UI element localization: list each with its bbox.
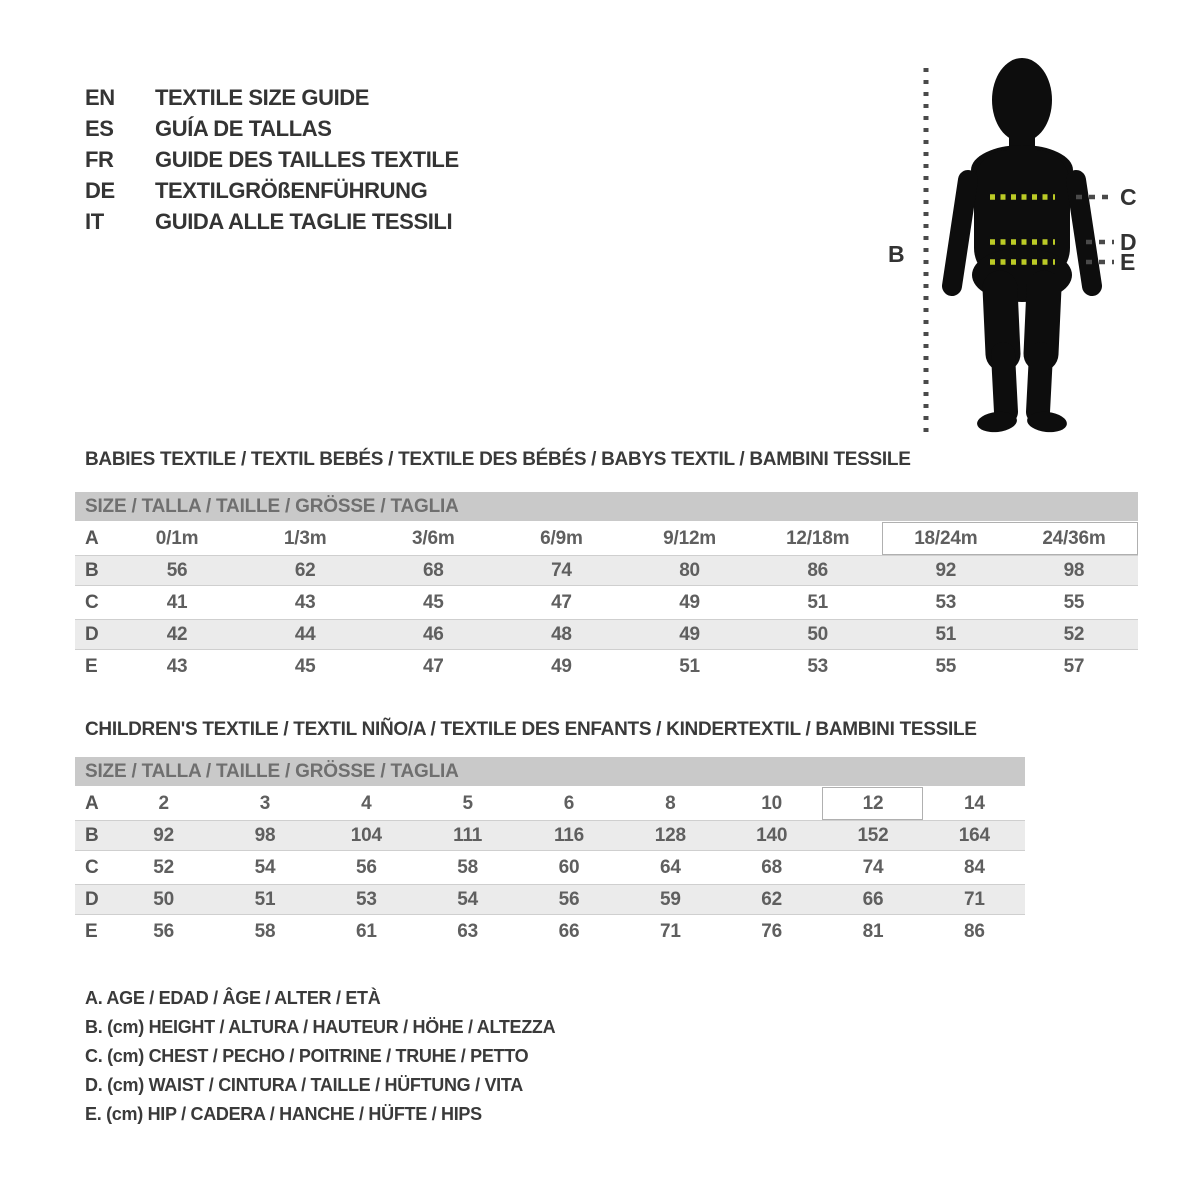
size-cell: 6/9m (540, 527, 583, 549)
table-row (75, 821, 1025, 850)
legend-line: D. (cm) WAIST / CINTURA / TAILLE / HÜFTUNG / VITA (85, 1075, 523, 1095)
legend-line: A. AGE / EDAD / ÂGE / ALTER / ETÀ (85, 988, 381, 1008)
size-cell: 58 (457, 856, 479, 878)
language-title: TEXTILGRÖßENFÜHRUNG (155, 177, 428, 203)
language-title: GUIDE DES TAILLES TEXTILE (155, 146, 459, 172)
language-row (85, 175, 459, 206)
size-cell: 49 (551, 655, 572, 677)
language-row (85, 82, 459, 113)
table-row (75, 789, 1025, 818)
size-cell: 12/18m (786, 527, 850, 549)
row-label: B (85, 559, 99, 581)
size-cell: 54 (254, 856, 276, 878)
size-cell: 74 (551, 559, 572, 581)
size-cell: 24/36m (1042, 527, 1106, 549)
size-cell: 60 (558, 856, 580, 878)
size-cell: 49 (679, 623, 700, 645)
size-cell: 111 (453, 824, 483, 846)
size-cell: 84 (963, 856, 985, 878)
size-cell: 152 (857, 824, 889, 846)
row-label: E (85, 655, 98, 677)
row-label: D (85, 888, 99, 910)
size-cell: 3/6m (412, 527, 455, 549)
legend-line: E. (cm) HIP / CADERA / HANCHE / HÜFTE / HIPS (85, 1104, 482, 1124)
language-row (85, 144, 459, 175)
size-cell: 1/3m (283, 527, 327, 549)
chest-label: C (1120, 184, 1137, 210)
size-cell: 10 (761, 792, 783, 814)
language-title: GUIDA ALLE TAGLIE TESSILI (155, 208, 453, 234)
size-cell: 5 (462, 792, 473, 814)
size-cell: 52 (153, 856, 175, 878)
size-cell: 0/1m (155, 527, 199, 549)
table-row (75, 588, 1138, 617)
table-row (75, 652, 1138, 681)
size-cell: 12 (862, 792, 884, 814)
size-cell: 47 (422, 655, 444, 677)
size-cell: 56 (355, 856, 377, 878)
size-cell: 2 (158, 792, 169, 814)
language-code: DE (85, 177, 115, 203)
size-cell: 128 (654, 824, 686, 846)
size-cell: 47 (551, 591, 572, 613)
table-row (75, 917, 1025, 946)
table-rows (75, 524, 1138, 681)
size-cell: 66 (558, 920, 580, 942)
size-cell: 55 (1063, 591, 1085, 613)
child-silhouette (952, 58, 1092, 434)
row-label: C (85, 856, 99, 878)
size-cell: 51 (935, 623, 957, 645)
size-cell: 51 (679, 655, 700, 677)
table-header: SIZE / TALLA / TAILLE / GRÖSSE / TAGLIA (75, 492, 1138, 521)
size-cell: 8 (665, 792, 676, 814)
size-cell: 104 (350, 824, 382, 846)
size-cell: 68 (761, 856, 783, 878)
legend-line: B. (cm) HEIGHT / ALTURA / HAUTEUR / HÖHE / ALTEZZA (85, 1017, 556, 1037)
size-cell: 52 (1063, 623, 1085, 645)
size-cell: 51 (807, 591, 829, 613)
size-cell: 46 (422, 623, 444, 645)
size-cell: 49 (679, 591, 700, 613)
size-cell: 61 (355, 920, 377, 942)
table-row (75, 853, 1025, 882)
size-cell: 62 (761, 888, 783, 910)
size-cell: 18/24m (914, 527, 978, 549)
size-cell: 57 (1063, 655, 1085, 677)
size-section (75, 449, 1138, 681)
size-cell: 45 (422, 591, 444, 613)
size-cell: 51 (254, 888, 276, 910)
size-cell: 43 (294, 591, 316, 613)
size-cell: 64 (659, 856, 681, 878)
table-rows (75, 789, 1025, 946)
table-row (75, 524, 1138, 553)
size-section (75, 719, 1025, 946)
size-cell: 71 (659, 920, 681, 942)
size-cell: 86 (807, 559, 829, 581)
size-table (75, 757, 1025, 946)
size-cell: 54 (457, 888, 479, 910)
measurement-legend (85, 984, 555, 1129)
size-cell: 43 (166, 655, 188, 677)
section-heading: CHILDREN'S TEXTILE / TEXTIL NIÑO/A / TEXTILE DES ENFANTS / KINDERTEXTIL / BAMBINI TESSILE (85, 719, 977, 740)
size-cell: 63 (457, 920, 479, 942)
row-label: A (85, 527, 99, 549)
language-row (85, 113, 459, 144)
size-cell: 58 (254, 920, 276, 942)
language-list (85, 82, 459, 237)
size-cell: 98 (254, 824, 276, 846)
legend-line: C. (cm) CHEST / PECHO / POITRINE / TRUHE / PETTO (85, 1046, 529, 1066)
size-cell: 80 (679, 559, 700, 581)
row-label: A (85, 792, 99, 814)
size-cell: 53 (807, 655, 829, 677)
language-code: EN (85, 84, 115, 110)
size-cell: 92 (153, 824, 175, 846)
size-cell: 56 (153, 920, 175, 942)
size-cell: 42 (166, 623, 188, 645)
size-cell: 76 (761, 920, 783, 942)
size-cell: 68 (422, 559, 444, 581)
table-row (75, 556, 1138, 585)
size-cell: 50 (153, 888, 175, 910)
table-header: SIZE / TALLA / TAILLE / GRÖSSE / TAGLIA (75, 757, 1025, 786)
size-cell: 3 (259, 792, 271, 814)
size-cell: 6 (563, 792, 575, 814)
size-cell: 56 (166, 559, 188, 581)
size-cell: 48 (551, 623, 572, 645)
language-code: FR (85, 146, 114, 172)
size-cell: 81 (862, 920, 884, 942)
size-figure-svg (880, 40, 1200, 460)
language-code: IT (85, 208, 104, 234)
row-label: C (85, 591, 99, 613)
language-code: ES (85, 115, 114, 141)
size-cell: 44 (294, 623, 316, 645)
row-label: D (85, 623, 99, 645)
size-figure (880, 40, 1200, 460)
size-cell: 50 (807, 623, 829, 645)
size-cell: 62 (294, 559, 316, 581)
language-row (85, 206, 459, 237)
section-heading: BABIES TEXTILE / TEXTIL BEBÉS / TEXTILE DES BÉBÉS / BABYS TEXTIL / BAMBINI TESSILE (85, 449, 911, 470)
size-cell: 140 (756, 824, 788, 846)
size-cell: 56 (558, 888, 580, 910)
size-cell: 53 (935, 591, 957, 613)
size-cell: 45 (294, 655, 316, 677)
size-cell: 92 (935, 559, 957, 581)
size-cell: 86 (963, 920, 985, 942)
size-cell: 74 (862, 856, 884, 878)
size-cell: 66 (862, 888, 884, 910)
language-title: GUÍA DE TALLAS (155, 115, 332, 141)
size-cell: 71 (963, 888, 985, 910)
table-row (75, 620, 1138, 649)
size-cell: 41 (166, 591, 188, 613)
size-cell: 98 (1063, 559, 1085, 581)
language-title: TEXTILE SIZE GUIDE (155, 84, 370, 110)
size-cell: 14 (963, 792, 985, 814)
hip-label: E (1120, 249, 1136, 275)
row-label: E (85, 920, 98, 942)
waist-label: D (1120, 229, 1137, 255)
size-cell: 59 (659, 888, 681, 910)
size-table (75, 492, 1138, 681)
size-cell: 53 (355, 888, 377, 910)
size-cell: 116 (553, 824, 585, 846)
height-label: B (888, 241, 905, 267)
size-cell: 55 (935, 655, 957, 677)
size-cell: 4 (361, 792, 372, 814)
table-row (75, 885, 1025, 914)
size-cell: 164 (958, 824, 990, 846)
size-cell: 9/12m (663, 527, 716, 549)
row-label: B (85, 824, 99, 846)
